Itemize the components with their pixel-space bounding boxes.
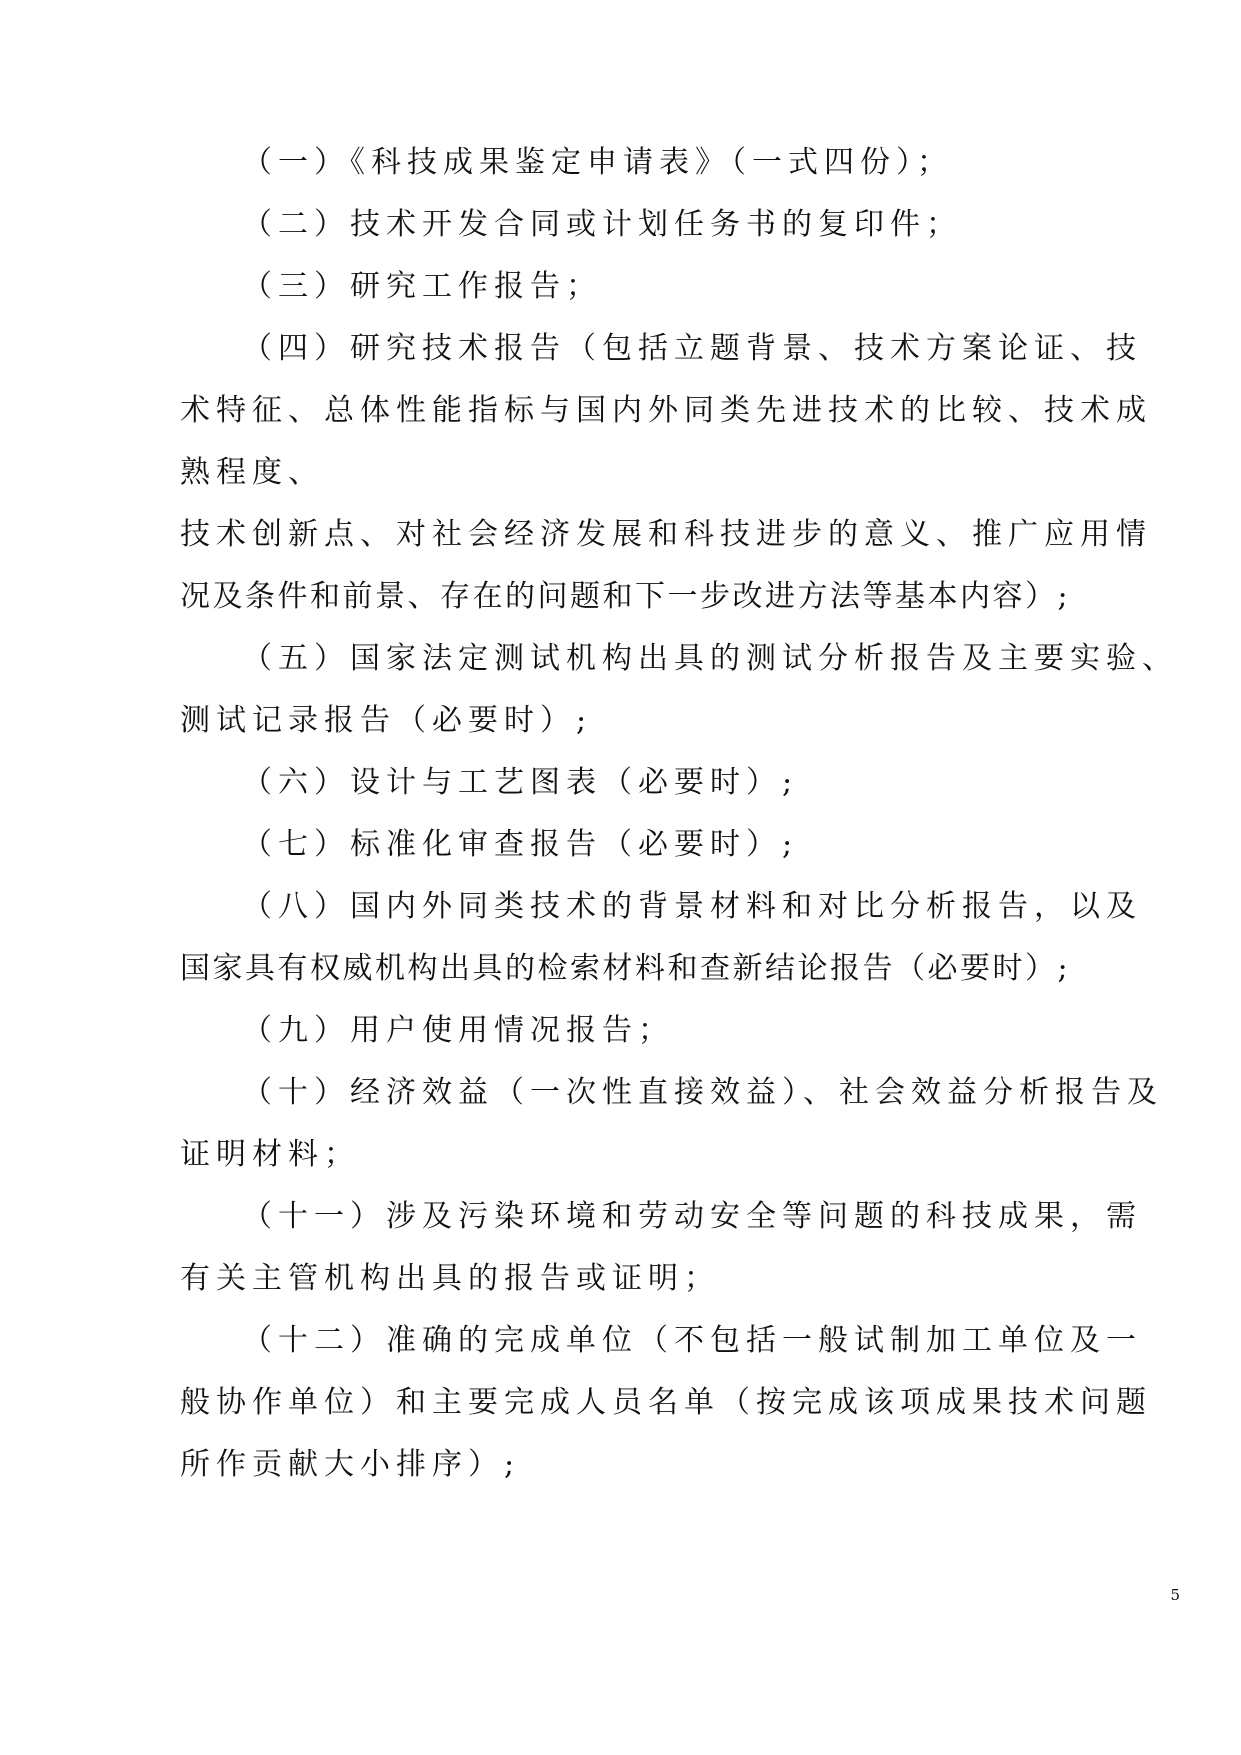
text-line-item-10-cont: 证明材料；	[180, 1137, 360, 1172]
text-line-item-3: （三）研究工作报告；	[242, 269, 602, 304]
text-line-item-8-start: （八）国内外同类技术的背景材料和对比分析报告，以及	[242, 889, 1142, 924]
text-line-item-5-cont: 测试记录报告（必要时）;	[180, 703, 593, 738]
text-line-item-1: （一）《科技成果鉴定申请表》（一式四份）；	[242, 145, 953, 180]
text-line-item-10-start: （十）经济效益（一次性直接效益）、社会效益分析报告及	[242, 1075, 1163, 1110]
text-line-item-5-start: （五）国家法定测试机构出具的测试分析报告及主要实验、	[242, 641, 1178, 676]
text-line-item-12-cont-2: 所作贡献大小排序）;	[180, 1447, 521, 1482]
text-line-item-11-start: （十一）涉及污染环境和劳动安全等问题的科技成果，需	[242, 1199, 1142, 1234]
text-line-item-4-cont-2: 熟程度、	[180, 455, 324, 490]
text-line-item-6: （六）设计与工艺图表（必要时）;	[242, 765, 799, 800]
text-line-item-4-cont-3: 技术创新点、对社会经济发展和科技进步的意义、推广应用情	[180, 517, 1152, 552]
text-line-item-4-start: （四）研究技术报告（包括立题背景、技术方案论证、技	[242, 331, 1142, 366]
text-line-item-2: （二）技术开发合同或计划任务书的复印件；	[242, 207, 962, 242]
text-line-item-9: （九）用户使用情况报告；	[242, 1013, 674, 1048]
text-line-item-7: （七）标准化审查报告（必要时）;	[242, 827, 799, 862]
text-line-item-8-cont: 国家具有权威机构出具的检索材料和查新结论报告（必要时）;	[180, 951, 1071, 986]
text-line-item-4-cont-4: 况及条件和前景、存在的问题和下一步改进方法等基本内容）;	[180, 579, 1071, 614]
text-line-item-12-start: （十二）准确的完成单位（不包括一般试制加工单位及一	[242, 1323, 1142, 1358]
text-line-item-11-cont: 有关主管机构出具的报告或证明；	[180, 1261, 720, 1296]
page-number: 5	[1170, 1586, 1180, 1604]
text-line-item-12-cont-1: 般协作单位）和主要完成人员名单（按完成该项成果技术问题	[180, 1385, 1152, 1420]
text-line-item-4-cont-1: 术特征、总体性能指标与国内外同类先进技术的比较、技术成	[180, 393, 1152, 428]
